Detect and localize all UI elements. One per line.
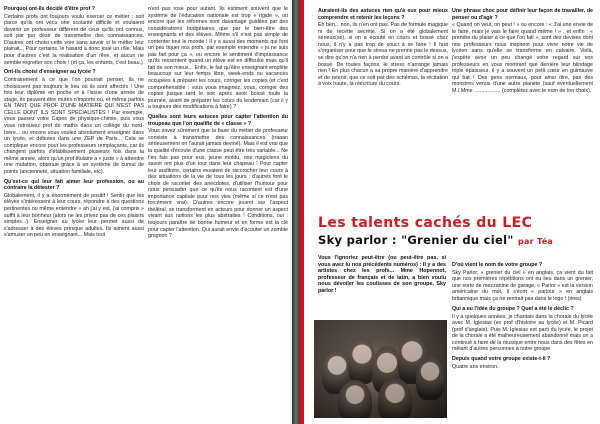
left-column-1 <box>4 6 144 242</box>
question-heading: Auraient-ils des astuces rien qu'à eux pour mieux comprendre et retenir les leçons ? <box>318 8 448 21</box>
answer-paragraph: Certains profs ont toujours voulu exercer ce métier : soit parce qu'ils ont vécu une scolarité difficile et voulaient devenir un professeur différent de ceux qu'ils ont connus, soit par pur désir de transmettre des connaissances. D'autres ont choisi cette voie sans savoir si le métier leur plairait... Pour certains, le hasard a donc joué un rôle. Mais pour d'autres c'est la réalisation d'un rêve, et aucun ne semble regretter son choix ! (et ça, les enfants, c'est beau.) <box>4 13 144 66</box>
byline: par Téa <box>517 237 554 246</box>
article-intro: Vous l'ignoriez peut-être (ou peut-être pas, si vous avez lu nos précédents numéros) : Il y a des artistes chez les profs... Mme Hopennot, professeur de français et de latin, a bien voulu nous dévoiler les coulisses de son groupe, Sky parlor ! <box>318 255 446 294</box>
answer-paragraph: Il y a quelques années, je chantais dans la chorale du lycée avec M. Iglesias (ex prof d'histoire au lycée) et M. Picard (prof d'anglais). Puis M. Iglesias est parti du lycée, le projet de la chorale a été malheureusement abandonné mais on a continué à faire de la musique entre nous dans des fêtes en mêlant d'autres personnes à notre groupe. <box>452 313 593 353</box>
question-heading: Ont-ils choisi d'enseigner au lycée ? <box>4 69 96 76</box>
answer-paragraph: n'est pas rose pour autant. Ils estiment souvent que le système de l'éducation nationale est trop « rigide », ou encore que les réformes sont davantage guidées par des considérations budgétaires que par le bien-être des enseignants et des élèves. Même s'il n'est pas simple de contenter tout le monde ! Il y a aussi des moments qui font un peu tiquer nos profs, par exemple entendre « je ne suis pas fait pour ça », ou encore le sentiment d'impuissance qu'ils ressentent quand un élève est en difficulté mais qu'il fait de son mieux... Enfin, le fait qu'être enseignant emplète beaucoup sur leur temps libre, week-ends ou vacances occupées à préparer les cours, corriger les copies (et c'est compréhensible : vous vous imaginez, vous, corriger des copies jusque tard le soir après avoir bossé toute la journée, avant de préparer les cours du lendemain (car il y a toujours des modifications à faire) ? <box>148 6 288 111</box>
answer-paragraph: Sky Parlor, « grenier du ciel » en anglais, ça vient du fait que nos premières répétitions ont eu lieu dans un grenier, une sorte de mezzanine de garage. « Parlor » est la version américaine du mot, il s'écrit « parlour » en anglais britannique mais ça ne rentrait pas dans le logo ! (rires) <box>452 269 593 302</box>
answer-paragraph: Contrairement à ce que l'on pourrait penser, ils ne choisissent pas toujours le lieu où ils sont affectés ! Une fois leur diplôme en poche et à l'issue d'une année de stage, ils peuvent être mutés n'importe où, et même parfois EN TANT QUE PROF D'UNE MATIERE QUI N'EST PAS CELLE DONT ILS SONT SPECIALISTES ! Par exemple, vous passez votre Capes de physique-chimie, puis vous vous retrouvez prof de maths dans un collège du nord-Isère... ou encore vous voulez absolument enseigner dans un lycée, et débutez dans une ZEP de Paris... Cela se complique encore pour les professeurs remplaçants, car ils changent parfois d'établissement plusieurs fois dans la même année, alors qu'un prof titulaire a « juste » à attendre une mutation, obtenue grâce à un système de cumul de points (ancienneté, situation familiale, etc). <box>4 77 144 175</box>
answer-paragraph: « Quand on veut, on peut ! » ou encore : « J'ai une envie de le faire, mais je vais le faire quand même ! » , et enfin : « prendre du plaisir à ce que l'on fait », sont des devises dont nos professeurs nous inspirent pour vivre notre vie de lycéen sans qu'elle se transforme en calvaire. Voilà, j'espère avoir un peu changé votre regard sur vos professeurs en vous montrant que derrière leur blindage triple épaisseur, il y a souvent un petit cœur en guimauve qui bat ! Des gens normaux, pour ainsi dire, pas des monstres venus d'une autre planète (sauf éventuellement M./ Mme .................. (complétez avec le nom de ton choix). <box>452 22 593 94</box>
question-heading: Qu'est-ce qui leur fait aimer leur profession, ou au contraire la détester ? <box>4 178 144 192</box>
question-heading: Qui a eu l'idée du groupe ? Quel a été le déclic ? <box>452 305 574 312</box>
book-gutter <box>292 0 300 424</box>
article-title <box>318 233 594 247</box>
question-heading: Depuis quand votre groupe existe-t-il ? <box>452 356 551 363</box>
answer-paragraph: Vous savez sûrement que la base du métier de professeur consiste à transmettre des connaissances (naaan sérieusement on l'aurait jamais deviné). Mais il est vrai que la qualité d'écoute d'une classe peut être très variable... Ne t'en fais pas pour eux, jeune moldu, nos magiciens du savoir ont plus d'un tour dans leur chapeau ! Pour capter leur auditoire, certains essaient de raccrocher leur cours à des situations de la vie de tous les jours : d'autres font le choix de raconter des anecdotes, d'utiliser l'humour pour nous persuader que ce qu'ils nous racontent est d'une importance capitale pour nos vies (même si ce n'est pas forcément vrai). D'autres encore jouent sur l'aspect théâtral, se transforment en acteurs pour donner un aspect vivant aux notions les plus abstraites ! Conditions, oui : toujours paraître de bonne humeur et en forme est la clé pour capter l'attention. Qui aurait envie d'écouter un zombie grognon ? <box>148 128 288 240</box>
right-column-2 <box>452 8 593 98</box>
answer-paragraph: Quatre ans environ. <box>452 363 499 370</box>
question-heading: D'où vient le nom de votre groupe ? <box>452 262 543 268</box>
band-photo <box>314 320 447 418</box>
red-page-edge <box>300 0 304 424</box>
question-heading: Quelles sont leurs astuces pour capter l'attention du troupeau que l'on qualifie de « classe » ? <box>148 114 288 127</box>
left-column-2 <box>148 6 288 243</box>
right-column-1 <box>318 8 448 91</box>
right-column-3 <box>452 262 593 374</box>
question-heading: Une phrase choc pour définir leur façon de travailler, de penser ou d'agir ? <box>452 8 593 21</box>
question-heading: Pourquoi ont-ils décidé d'être prof ? <box>4 6 96 12</box>
left-page <box>0 0 292 424</box>
article-title-text: Sky parlor : "Grenier du ciel" <box>318 233 514 247</box>
section-title: Les talents cachés du LEC <box>318 215 533 231</box>
answer-paragraph: Globalement, il y a énormément de positif ! Sentir que les élèves s'intéressent à leur cours, répondre à des questions pertinentes ou même entendre « ah j'ai y est, j'ai compris » suffit à leur bonheur (alors ne les privez pas de ces plaisirs simples...). Enseigner au lycée leur permet aussi de s'adresser à des élèves presque adultes. Ils aiment aussi s'amuser un peu en enseignant... Mais tout <box>4 192 144 239</box>
answer-paragraph: Eh ben... non, ils n'en ont pas. Pas de formule magique ni de recette secrète. Si on a été globalement sérieux(se), si on a écouté en cours et bossé chez nous, il n'y a pas trop de souci à se faire ! Il faut s'organiser pour que le stress ne prenne pas le dessus, se dire qu'on n'a rien à perdre avant un contrôle si on a bossé. De toutes façons, le stress n'arrange jamais rien ! En plus chacun a sa propre manière d'apprendre et de retenir, que ce soit par des schémas, la récitation à voix haute, la réécriture du cours. <box>318 22 448 88</box>
